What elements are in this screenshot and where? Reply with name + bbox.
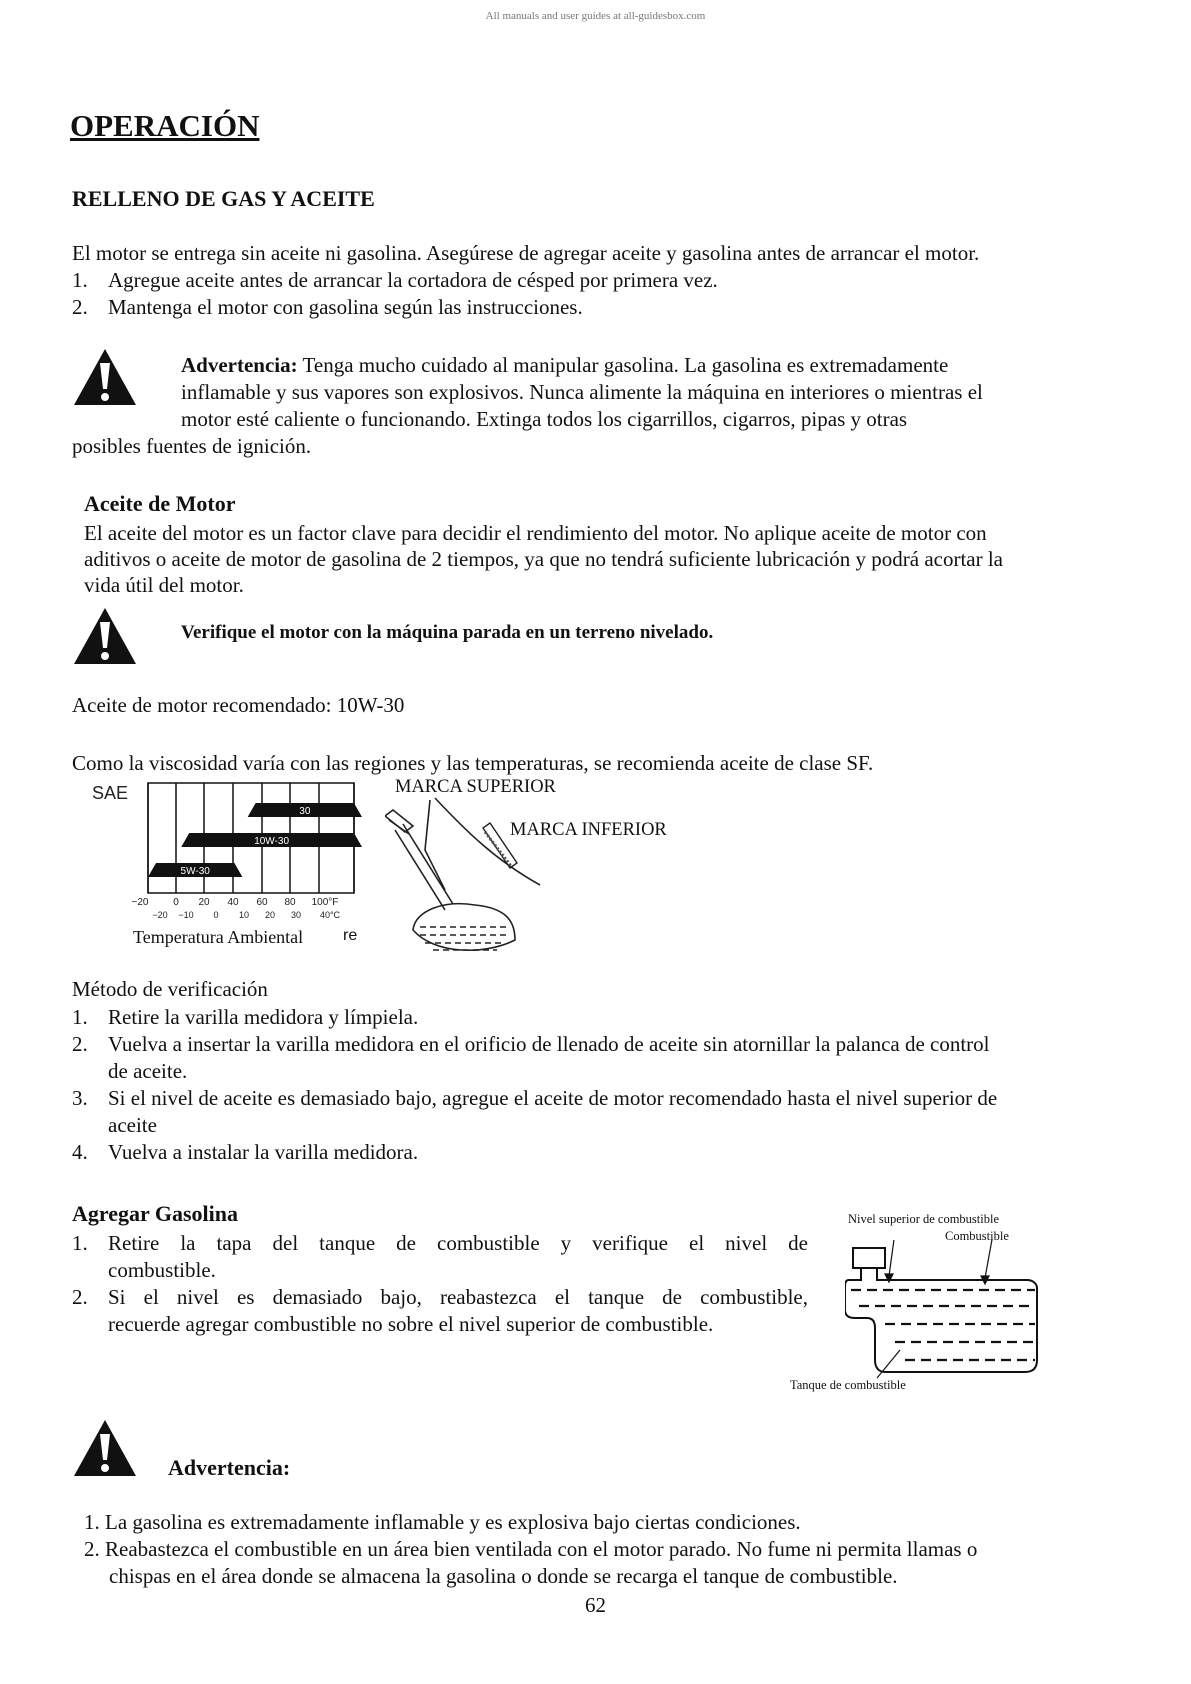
header-watermark: All manuals and user guides at all-guidesbox.com [485,10,706,22]
sae-bar-label: 5W-30 [180,866,210,877]
fuel-label: Combustible [945,1229,1009,1243]
viscosity-text: Como la viscosidad varía con las regiones y las temperaturas, se recomienda aceite de clase SF. [72,751,874,775]
tick-label-c: 30 [290,910,302,920]
warning-3-item-2: 2. Reabastezca el combustible en un área bien ventilada con el motor parado. No fume ni permita llamas o [84,1537,978,1561]
tick-label-f: 100°F [311,897,339,908]
warning-1-line-4: posibles fuentes de ignición. [72,434,312,458]
upper-mark-label: MARCA SUPERIOR [395,777,556,797]
list-item: 1. Retire la varilla medidora y límpiela. [72,1005,419,1029]
warning-2-text: Verifique el motor con la máquina parada en un terreno nivelado. [181,622,714,643]
chart-suffix: re [343,927,358,944]
warning-1-line-2: inflamable y sus vapores son explosivos. Nunca alimente la máquina en interiores o mientras el [181,380,983,404]
page-title: OPERACIÓN [70,108,260,143]
engine-oil-line-3: vida útil del motor. [84,573,244,597]
tick-label-f: −20 [131,897,149,908]
list-item: 2. Vuelva a insertar la varilla medidora en el orificio de llenado de aceite sin atornillar la palanca de control de aceite. [72,1032,990,1083]
gasoline-list: 1. Retire la tapa del tanque de combustible y verifique el nivel de combustible. 2. Si el nivel es demasiado bajo, reabastezca el tanque de combustible, recuerde agregar combustible no sobre el nivel superior de combustible. [72,1231,808,1336]
intro-list [72,267,1132,321]
list-item: 2. Mantenga el motor con gasolina según las instrucciones. [72,295,583,319]
tick-label-f: 60 [256,897,268,908]
lower-mark-label: MARCA INFERIOR [510,820,667,840]
warning-1-label: Advertencia: [181,353,298,377]
chart-x-label: Temperatura Ambiental [133,927,304,947]
list-item: 4. Vuelva a instalar la varilla medidora. [72,1140,419,1164]
sae-bar-label: 30 [299,806,311,817]
warning-1-line-1: Advertencia: Tenga mucho cuidado al manipular gasolina. La gasolina es extremadamente [181,353,949,377]
warning-1-line-3: motor esté caliente o funcionando. Extinga todos los cigarrillos, cigarros, pipas y otras [181,407,908,431]
sae-bar-label: 10W-30 [254,836,290,847]
method-heading: Método de verificación [72,977,268,1001]
section-heading: RELLENO DE GAS Y ACEITE [72,186,375,211]
tick-label-c: −20 [152,910,168,920]
dipstick-diagram [385,790,545,955]
warning-icon [72,1418,138,1478]
warning-3-item-2-cont: chispas en el área donde se almacena la gasolina o donde se recarga el tanque de combustible. [109,1564,898,1588]
warning-icon [72,606,138,666]
sae-viscosity-chart [90,775,380,950]
method-list [72,1004,1132,1166]
recommended-oil: Aceite de motor recomendado: 10W-30 [72,693,405,717]
tick-label-f: 20 [198,897,210,908]
chart-title: SAE [92,783,129,803]
engine-oil-line-2: aditivos o aceite de motor de gasolina de 2 tiempos, ya que no tendrá suficiente lubricación y podrá acortar la [84,547,1004,571]
tick-label-c: −10 [178,910,194,920]
upper-fuel-level-label: Nivel superior de combustible [848,1212,1000,1226]
engine-oil-line-1: El aceite del motor es un factor clave para decidir el rendimiento del motor. No aplique aceite de motor con [84,521,987,545]
engine-oil-heading: Aceite de Motor [84,491,236,516]
tick-label-c: 10 [238,910,250,920]
tick-label-c: 40°C [319,910,341,920]
fuel-tank-label: Tanque de combustible [790,1378,906,1392]
fuel-tank-diagram [845,1240,1040,1380]
tick-label-f: 40 [227,897,239,908]
tick-label-c: 0 [213,910,219,920]
warning-icon [72,347,138,407]
gasoline-heading: Agregar Gasolina [72,1201,239,1226]
list-item: 3. Si el nivel de aceite es demasiado bajo, agregue el aceite de motor recomendado hasta el nivel superior de aceite [72,1086,998,1137]
tick-label-c: 20 [264,910,276,920]
warning-3-item-1: 1. La gasolina es extremadamente inflamable y es explosiva bajo ciertas condiciones. [84,1510,801,1534]
tick-label-f: 0 [173,897,179,908]
list-item: 1. Agregue aceite antes de arrancar la cortadora de césped por primera vez. [72,268,718,292]
tick-label-f: 80 [284,897,296,908]
warning-3-label: Advertencia: [168,1455,291,1480]
page-number: 62 [585,1593,606,1617]
intro-paragraph: El motor se entrega sin aceite ni gasolina. Asegúrese de agregar aceite y gasolina antes de arrancar el motor. [72,241,980,265]
